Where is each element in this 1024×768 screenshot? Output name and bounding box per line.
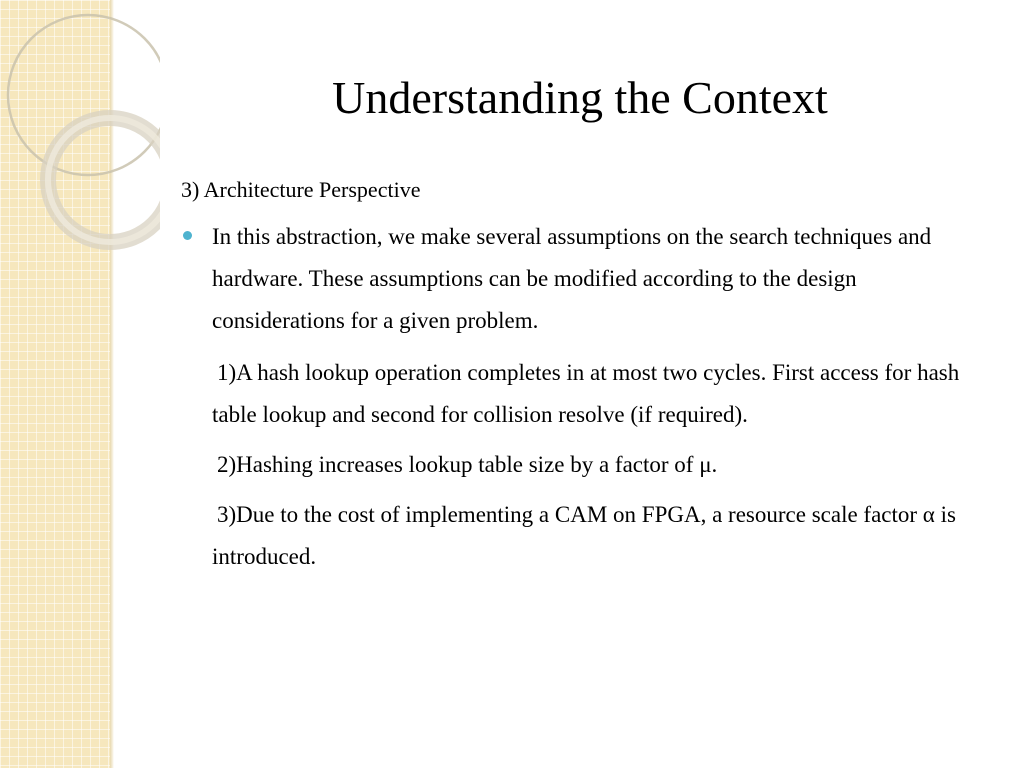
slide-content <box>181 172 971 586</box>
bullet-text: In this abstraction, we make several assumptions on the search techniques and hardware. These assumptions can be modified according to the design considerations for a given problem. <box>212 224 932 333</box>
bullet-list-item <box>181 216 971 578</box>
assumption-item-2: 2)Hashing increases lookup table size by a factor of μ. <box>217 452 718 477</box>
section-subheading: 3) Architecture Perspective <box>181 177 421 202</box>
assumption-item-1: 1)A hash lookup operation completes in at most two cycles. First access for hash table lookup and second for collision resolve (if required). <box>212 360 960 427</box>
bullet-icon <box>183 231 192 240</box>
assumption-item-3: 3)Due to the cost of implementing a CAM on FPGA, a resource scale factor α is introduced. <box>212 502 956 569</box>
page-title: Understanding the Context <box>332 72 828 123</box>
decorative-rings-icon <box>0 0 160 260</box>
